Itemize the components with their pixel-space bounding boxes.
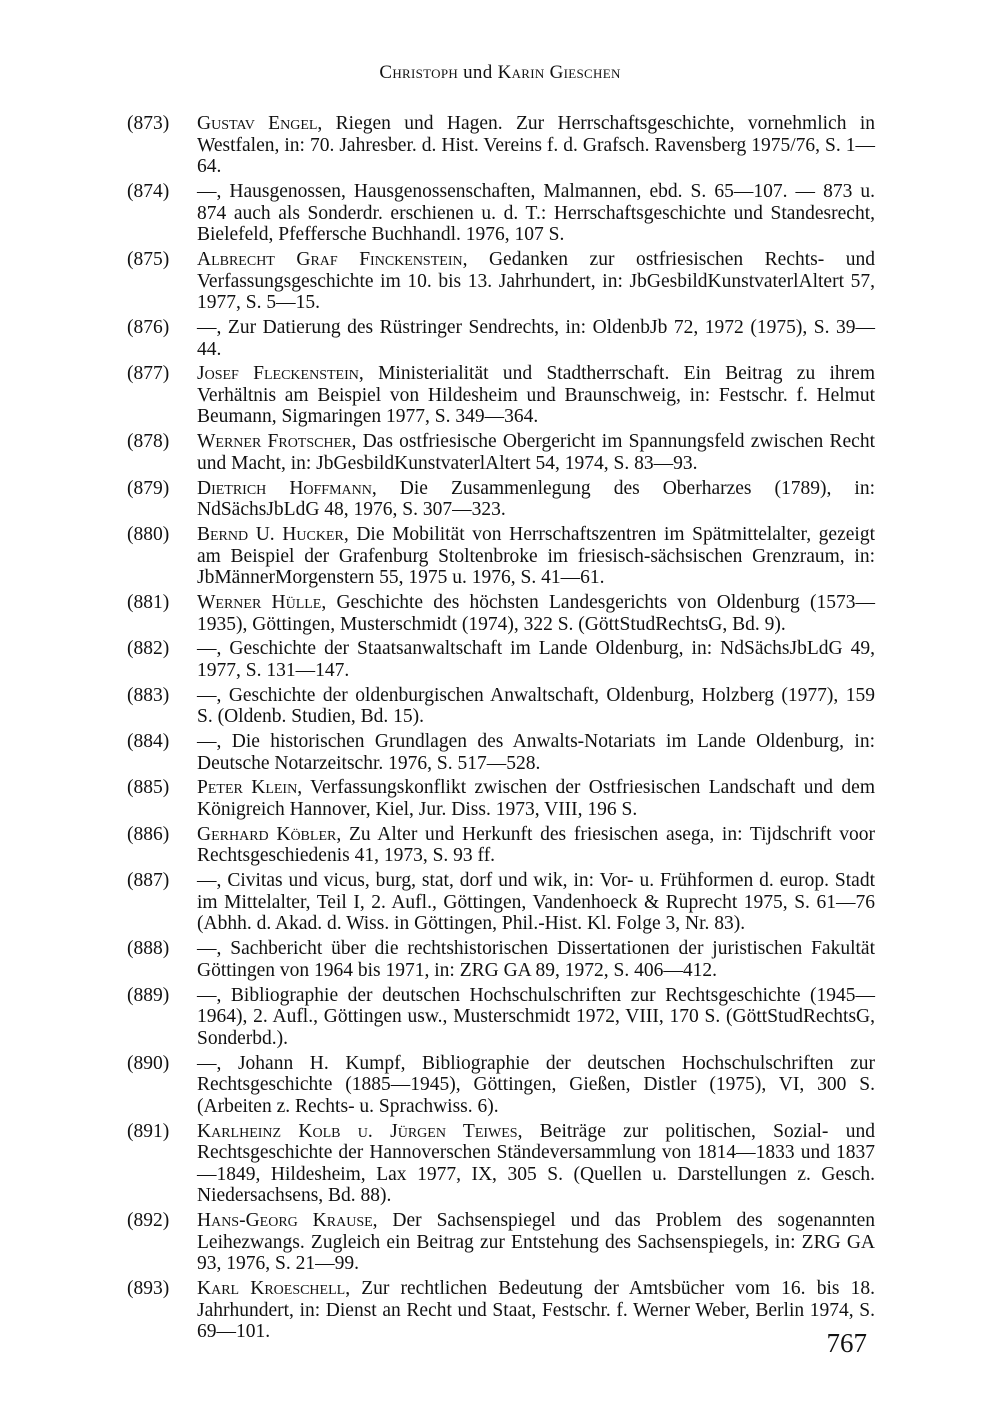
entry-number: (875) <box>127 248 170 270</box>
running-head-names: Karin Gieschen <box>497 62 621 83</box>
entry-text: , Geschichte des höchsten Landesgerichts von Oldenburg (1573—1935), Göttingen, Musterschmidt (1974), 322 S. (GöttStudRechtsG, Bd. 9). <box>197 591 875 635</box>
bibliography-entry <box>127 317 875 360</box>
entry-text: , Der Sachsenspiegel und das Problem des sogenannten Leihezwangs. Zugleich ein Beitrag zur Entstehung des Sachsenspiegels, in: ZRG GA 93, 1976, S. 21—99. <box>197 1210 875 1275</box>
entry-author: Karlheinz Kolb u. Jürgen Teiwes <box>197 1120 518 1142</box>
bibliography-entry <box>127 777 875 820</box>
entry-number: (887) <box>127 870 170 892</box>
entry-number: (874) <box>127 180 170 202</box>
entry-author: Peter Klein <box>197 777 298 799</box>
entry-author: Hans-Georg Krause <box>197 1210 373 1232</box>
bibliography-entry <box>127 478 875 521</box>
entry-number: (893) <box>127 1278 170 1300</box>
entry-text: —, Sachbericht über die rechtshistorischen Dissertationen der juristischen Fakultät Göttingen von 1964 bis 1971, in: ZRG GA 89, 1972, S. 406—412. <box>197 938 875 981</box>
bibliography-entry <box>127 1278 875 1343</box>
bibliography-entry <box>127 638 875 681</box>
entry-author: Werner Frotscher <box>197 431 352 453</box>
entry-number: (885) <box>127 777 170 799</box>
bibliography-entry <box>127 524 875 589</box>
entry-text: —, Geschichte der Staatsanwaltschaft im Lande Oldenburg, in: NdSächsJbLdG 49, 1977, S. 131—147. <box>197 638 875 681</box>
entry-text: , Zur rechtlichen Bedeutung der Amtsbücher vom 16. bis 18. Jahrhundert, in: Dienst an Recht und Staat, Festschr. f. Werner Weber, Berlin 1974, S. 69—101. <box>197 1278 875 1343</box>
running-head-first-name: Christoph <box>379 62 459 83</box>
entry-text: , Die Mobilität von Herrschaftszentren im Spätmittelalter, gezeigt am Beispiel der Grafenburg Stoltenbroke im friesisch-sächsischen Grenzraum, in: JbMännerMorgenstern 55, 1975 u. 1976, S. 41—61. <box>197 524 875 589</box>
entry-number: (891) <box>127 1120 170 1142</box>
entry-author: Gerhard Köbler <box>197 823 337 845</box>
entry-number: (877) <box>127 363 170 385</box>
entry-number: (881) <box>127 591 170 613</box>
bibliography-entry <box>127 181 875 246</box>
running-head <box>0 62 1000 84</box>
entry-number: (882) <box>127 638 170 660</box>
running-head-conjunction: und <box>458 62 498 83</box>
entry-text: , Beiträge zur politischen, Sozial- und Rechtsgeschichte der Hannoverschen Ständeversammlung von 1814—1833 und 1837—1849, Hildesheim, Lax 1977, IX, 305 S. (Quellen u. Darstellungen z. Gesch. Niedersachsens, Bd. 88). <box>197 1120 875 1207</box>
entry-number: (890) <box>127 1052 170 1074</box>
entry-author: Dietrich Hoffmann <box>197 477 372 499</box>
entry-author: Josef Fleckenstein <box>197 363 359 385</box>
entry-number: (873) <box>127 113 170 134</box>
bibliography-list <box>127 113 875 1346</box>
bibliography-entry <box>127 592 875 635</box>
entry-number: (876) <box>127 316 170 338</box>
entry-text: , Gedanken zur ostfriesischen Rechts- und Verfassungsgeschichte im 10. bis 13. Jahrhundert, in: JbGesbildKunstvaterlAltert 57, 1977, S. 5—15. <box>197 248 875 314</box>
entry-text: , Die Zusammenlegung des Oberharzes (1789), in: NdSächsJbLdG 48, 1976, S. 307—323. <box>197 477 876 521</box>
entry-text: —, Civitas und vicus, burg, stat, dorf und wik, in: Vor- u. Frühformen d. europ. Stadt im Mittelalter, Teil I, 2. Aufl., Göttingen, Vandenhoeck & Ruprecht 1975, S. 61—76 (Abhh. d. Akad. d. Wiss. in Göttingen, Phil.-Hist. Kl. Folge 3, Nr. 83). <box>197 870 875 935</box>
bibliography-entry <box>127 731 875 774</box>
entry-text: , Ministerialität und Stadtherrschaft. Ein Beitrag zu ihrem Verhältnis am Beispiel von Hildesheim und Braunschweig, in: Festschr. f. Helmut Beumann, Sigmaringen 1977, S. 349—364. <box>197 363 875 428</box>
entry-author: Bernd U. Hucker <box>197 524 344 545</box>
entry-text: —, Bibliographie der deutschen Hochschulschriften zur Rechtsgeschichte (1945—1964), 2. Aufl., Göttingen usw., Musterschmidt 1972, VIII, 170 S. (GöttStudRechtsG, Sonderbd.). <box>197 984 875 1049</box>
entry-number: (884) <box>127 731 170 753</box>
entry-number: (878) <box>127 431 170 453</box>
bibliography-entry <box>127 870 875 935</box>
bibliography-entry <box>127 824 875 867</box>
entry-text: —, Johann H. Kumpf, Bibliographie der deutschen Hochschulschriften zur Rechtsgeschichte (1885—1945), Göttingen, Gießen, Distler (1975), VI, 300 S. (Arbeiten z. Rechts- u. Sprachwiss. 6). <box>197 1052 875 1117</box>
bibliography-entry <box>127 938 875 981</box>
bibliography-entry <box>127 1121 875 1207</box>
bibliography-entry <box>127 1053 875 1118</box>
entry-text: , Riegen und Hagen. Zur Herrschaftsgeschichte, vornehmlich in Westfalen, in: 70. Jahresber. d. Hist. Vereins f. d. Grafsch. Ravensberg 1975/76, S. 1—64. <box>197 113 875 178</box>
bibliography-entry <box>127 1210 875 1275</box>
entry-number: (889) <box>127 984 170 1006</box>
entry-text: , Zu Alter und Herkunft des friesischen asega, in: Tijdschrift voor Rechtsgeschiedenis 41, 1973, S. 93 ff. <box>197 823 875 867</box>
entry-author: Albrecht Graf Finckenstein <box>197 248 463 270</box>
bibliography-entry <box>127 431 875 474</box>
entry-number: (892) <box>127 1210 170 1232</box>
entry-number: (880) <box>127 524 170 545</box>
entry-text: —, Die historischen Grundlagen des Anwalts-Notariats im Lande Oldenburg, in: Deutsche Notarzeitschr. 1976, S. 517—528. <box>197 731 875 774</box>
entry-number: (886) <box>127 823 170 845</box>
entry-author: Karl Kroeschell <box>197 1278 346 1300</box>
entry-number: (888) <box>127 938 170 960</box>
entry-number: (879) <box>127 477 170 499</box>
entry-text: , Verfassungskonflikt zwischen der Ostfriesischen Landschaft und dem Königreich Hannover, Kiel, Jur. Diss. 1973, VIII, 196 S. <box>197 777 875 821</box>
bibliography-entry <box>127 249 875 314</box>
entry-author: Werner Hülle <box>197 591 322 613</box>
page-number: 767 <box>826 1328 867 1358</box>
bibliography-entry <box>127 685 875 728</box>
bibliography-entry <box>127 113 875 178</box>
entry-author: Gustav Engel <box>197 113 318 134</box>
entry-text: —, Hausgenossen, Hausgenossenschaften, Malmannen, ebd. S. 65—107. — 873 u. 874 auch als Sonderdr. erschienen u. d. T.: Herrschaftsgeschichte und Standesrecht, Bielefeld, Pfeffersche Buchhandl. 1976, 107 S. <box>197 180 875 246</box>
entry-text: , Das ostfriesische Obergericht im Spannungsfeld zwischen Recht und Macht, in: JbGesbildKunstvaterlAltert 54, 1974, S. 83—93. <box>197 431 875 474</box>
bibliography-entry <box>127 985 875 1050</box>
entry-number: (883) <box>127 684 170 706</box>
bibliography-entry <box>127 363 875 428</box>
entry-text: —, Zur Datierung des Rüstringer Sendrechts, in: OldenbJb 72, 1972 (1975), S. 39—44. <box>197 316 875 360</box>
entry-text: —, Geschichte der oldenburgischen Anwaltschaft, Oldenburg, Holzberg (1977), 159 S. (Oldenb. Studien, Bd. 15). <box>197 684 875 728</box>
